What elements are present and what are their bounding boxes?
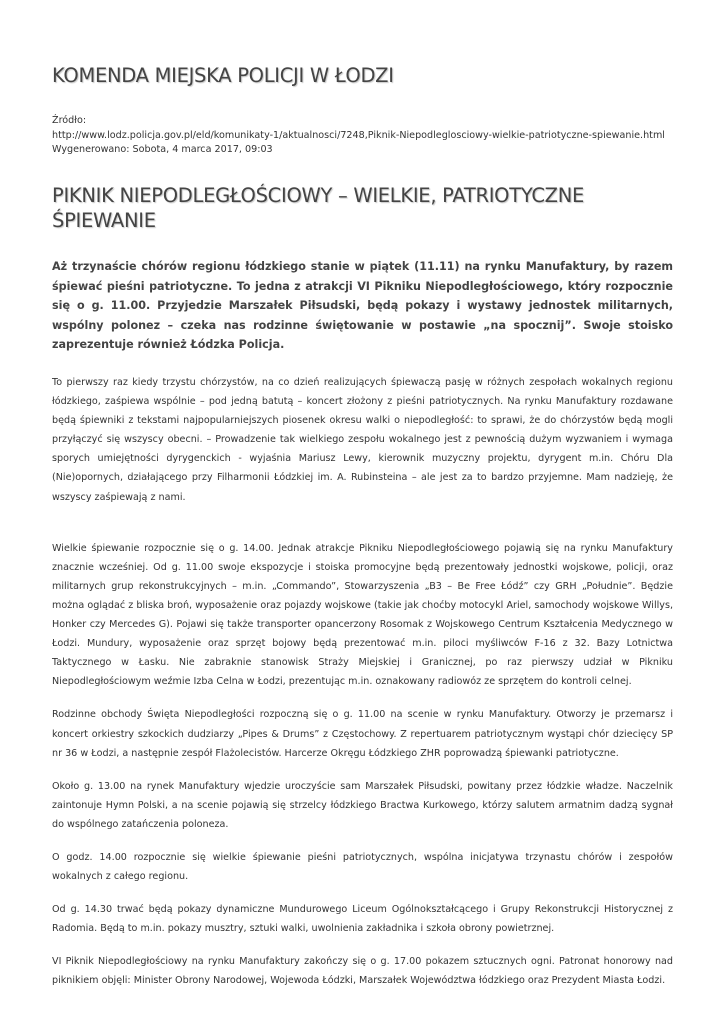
generated-date: Wygenerowano: Sobota, 4 marca 2017, 09:03 [52, 144, 273, 155]
source-label: Źródło: [52, 115, 87, 126]
article-title: PIKNIK NIEPODLEGŁOŚCIOWY – WIELKIE, PATRIOTYCZNE ŚPIEWANIE [52, 184, 585, 232]
article-paragraph: To pierwszy raz kiedy trzystu chórzystów, na co dzień realizujących śpiewaczą pasję w różnych zespołach wokalnych regionu łódzkiego, zaśpiewa wspólnie – pod jedną batutą – koncert złożony z pieśni patriotycznych. Na rynku Manufaktury rozdawane będą śpiewniki z tekstami najpopularniejszych piosenek okresu walki o niepodległość: to sprawi, że do chórzystów będą mogli przyłączyć się wszyscy obecni. – Prowadzenie tak wielkiego zespołu wokalnego jest z pewnością dużym wyzwaniem i wymaga sporych umiejętności dyrygenckich - wyjaśnia Mariusz Lewy, kierownik muzyczny projektu, dyrygent m.in. Chóru Dla (Nie)opornych, działającego przy Filharmonii Łódzkiej im. A. Rubinsteina – ale jest za to bardzo przyjemne. Mam nadzieję, że wszyscy zaśpiewają z nami. [52, 377, 673, 503]
source-url: http://www.lodz.policja.gov.pl/eld/komunikaty-1/aktualnosci/7248,Piknik-Niepodleglosciowy-wielkie-patriotyczne-spiewanie.html [52, 129, 665, 141]
article-body [52, 373, 673, 991]
article-paragraph: Od g. 14.30 trwać będą pokazy dynamiczne Mundurowego Liceum Ogólnokształcącego i Grupy Rekonstrukcji Historycznej z Radomia. Będą to m.in. pokazy musztry, sztuki walki, uwolnienia zakładnika i szkoła obrony powietrznej. [52, 904, 673, 935]
article-paragraph: Wielkie śpiewanie rozpocznie się o g. 14.00. Jednak atrakcje Pikniku Niepodległościowego pojawią się na rynku Manufaktury znacznie wcześniej. Od g. 11.00 swoje ekspozycje i stoiska promocyjne będą prezentowały jednostki wojskowe, policji, oraz militarnych grup rekonstrukcyjnych – m.in. „Commando”, Stowarzyszenia „B3 – Be Free Łódź” czy GRH „Południe”. Będzie można oglądać z bliska broń, wyposażenie oraz pojazdy wojskowe (takie jak choćby motocykl Ariel, samochody wojskowe Willys, Honker czy Mercedes G). Pojawi się także transporter opancerzony Rosomak z Wojskowego Centrum Kształcenia Medycznego w Łodzi. Mundury, wyposażenie oraz sprzęt bojowy będą prezentować m.in. piloci myśliwców F-16 z 32. Bazy Lotnictwa Taktycznego w Łasku. Nie zabraknie stanowisk Straży Miejskiej i Granicznej, po raz pierwszy udział w Pikniku Niepodległościowym weźmie Izba Celna w Łodzi, prezentując m.in. oznakowany radiowóz ze sprzętem do kontroli celnej. [52, 542, 673, 688]
document-meta [52, 114, 673, 158]
article-paragraph: Rodzinne obchody Święta Niepodległości rozpoczną się o g. 11.00 na scenie w rynku Manufaktury. Otworzy je przemarsz i koncert orkiestry szkockich dudziarzy „Pipes & Drums” z Częstochowy. Z repertuarem patriotycznym wystąpi chór dziecięcy SP nr 36 w Łodzi, a następnie zespół Flażolecistów. Harcerze Okręgu Łódzkiego ZHR poprowadzą śpiewanki patriotyczne. [52, 709, 673, 759]
site-title: KOMENDA MIEJSKA POLICJI W ŁODZI [52, 64, 394, 87]
article-paragraph: VI Piknik Niepodległościowy na rynku Manufaktury zakończy się o g. 17.00 pokazem sztucznych ogni. Patronat honorowy nad piknikiem objęli: Minister Obrony Narodowej, Wojewoda Łódzki, Marszałek Województwa łódzkiego oraz Prezydent Miasta Łodzi. [52, 956, 673, 987]
article-paragraph: O godz. 14.00 rozpocznie się wielkie śpiewanie pieśni patriotycznych, wspólna inicjatywa trzynastu chórów i zespołów wokalnych z całego regionu. [52, 851, 673, 883]
article-paragraph: Około g. 13.00 na rynek Manufaktury wjedzie uroczyście sam Marszałek Piłsudski, powitany przez łódzkie władze. Naczelnik zaintonuje Hymn Polski, a na scenie pojawią się strzelcy łódzkiego Bractwa Kurkowego, którzy salutem armatnim dadzą sygnał do wspólnego zatańczenia poloneza. [52, 780, 673, 830]
article-lead: Aż trzynaście chórów regionu łódzkiego stanie w piątek (11.11) na rynku Manufaktury, by razem śpiewać pieśni patriotyczne. To jedna z atrakcji VI Pikniku Niepodległościowego, który rozpocznie się o g. 11.00. Przyjedzie Marszałek Piłsudski, będą pokazy i wystawy jednostek militarnych, wspólny polonez – czeka nas rodzinne świętowanie w postawie „na spocznij”. Swoje stoisko zaprezentuje również Łódzka Policja. [52, 260, 673, 352]
